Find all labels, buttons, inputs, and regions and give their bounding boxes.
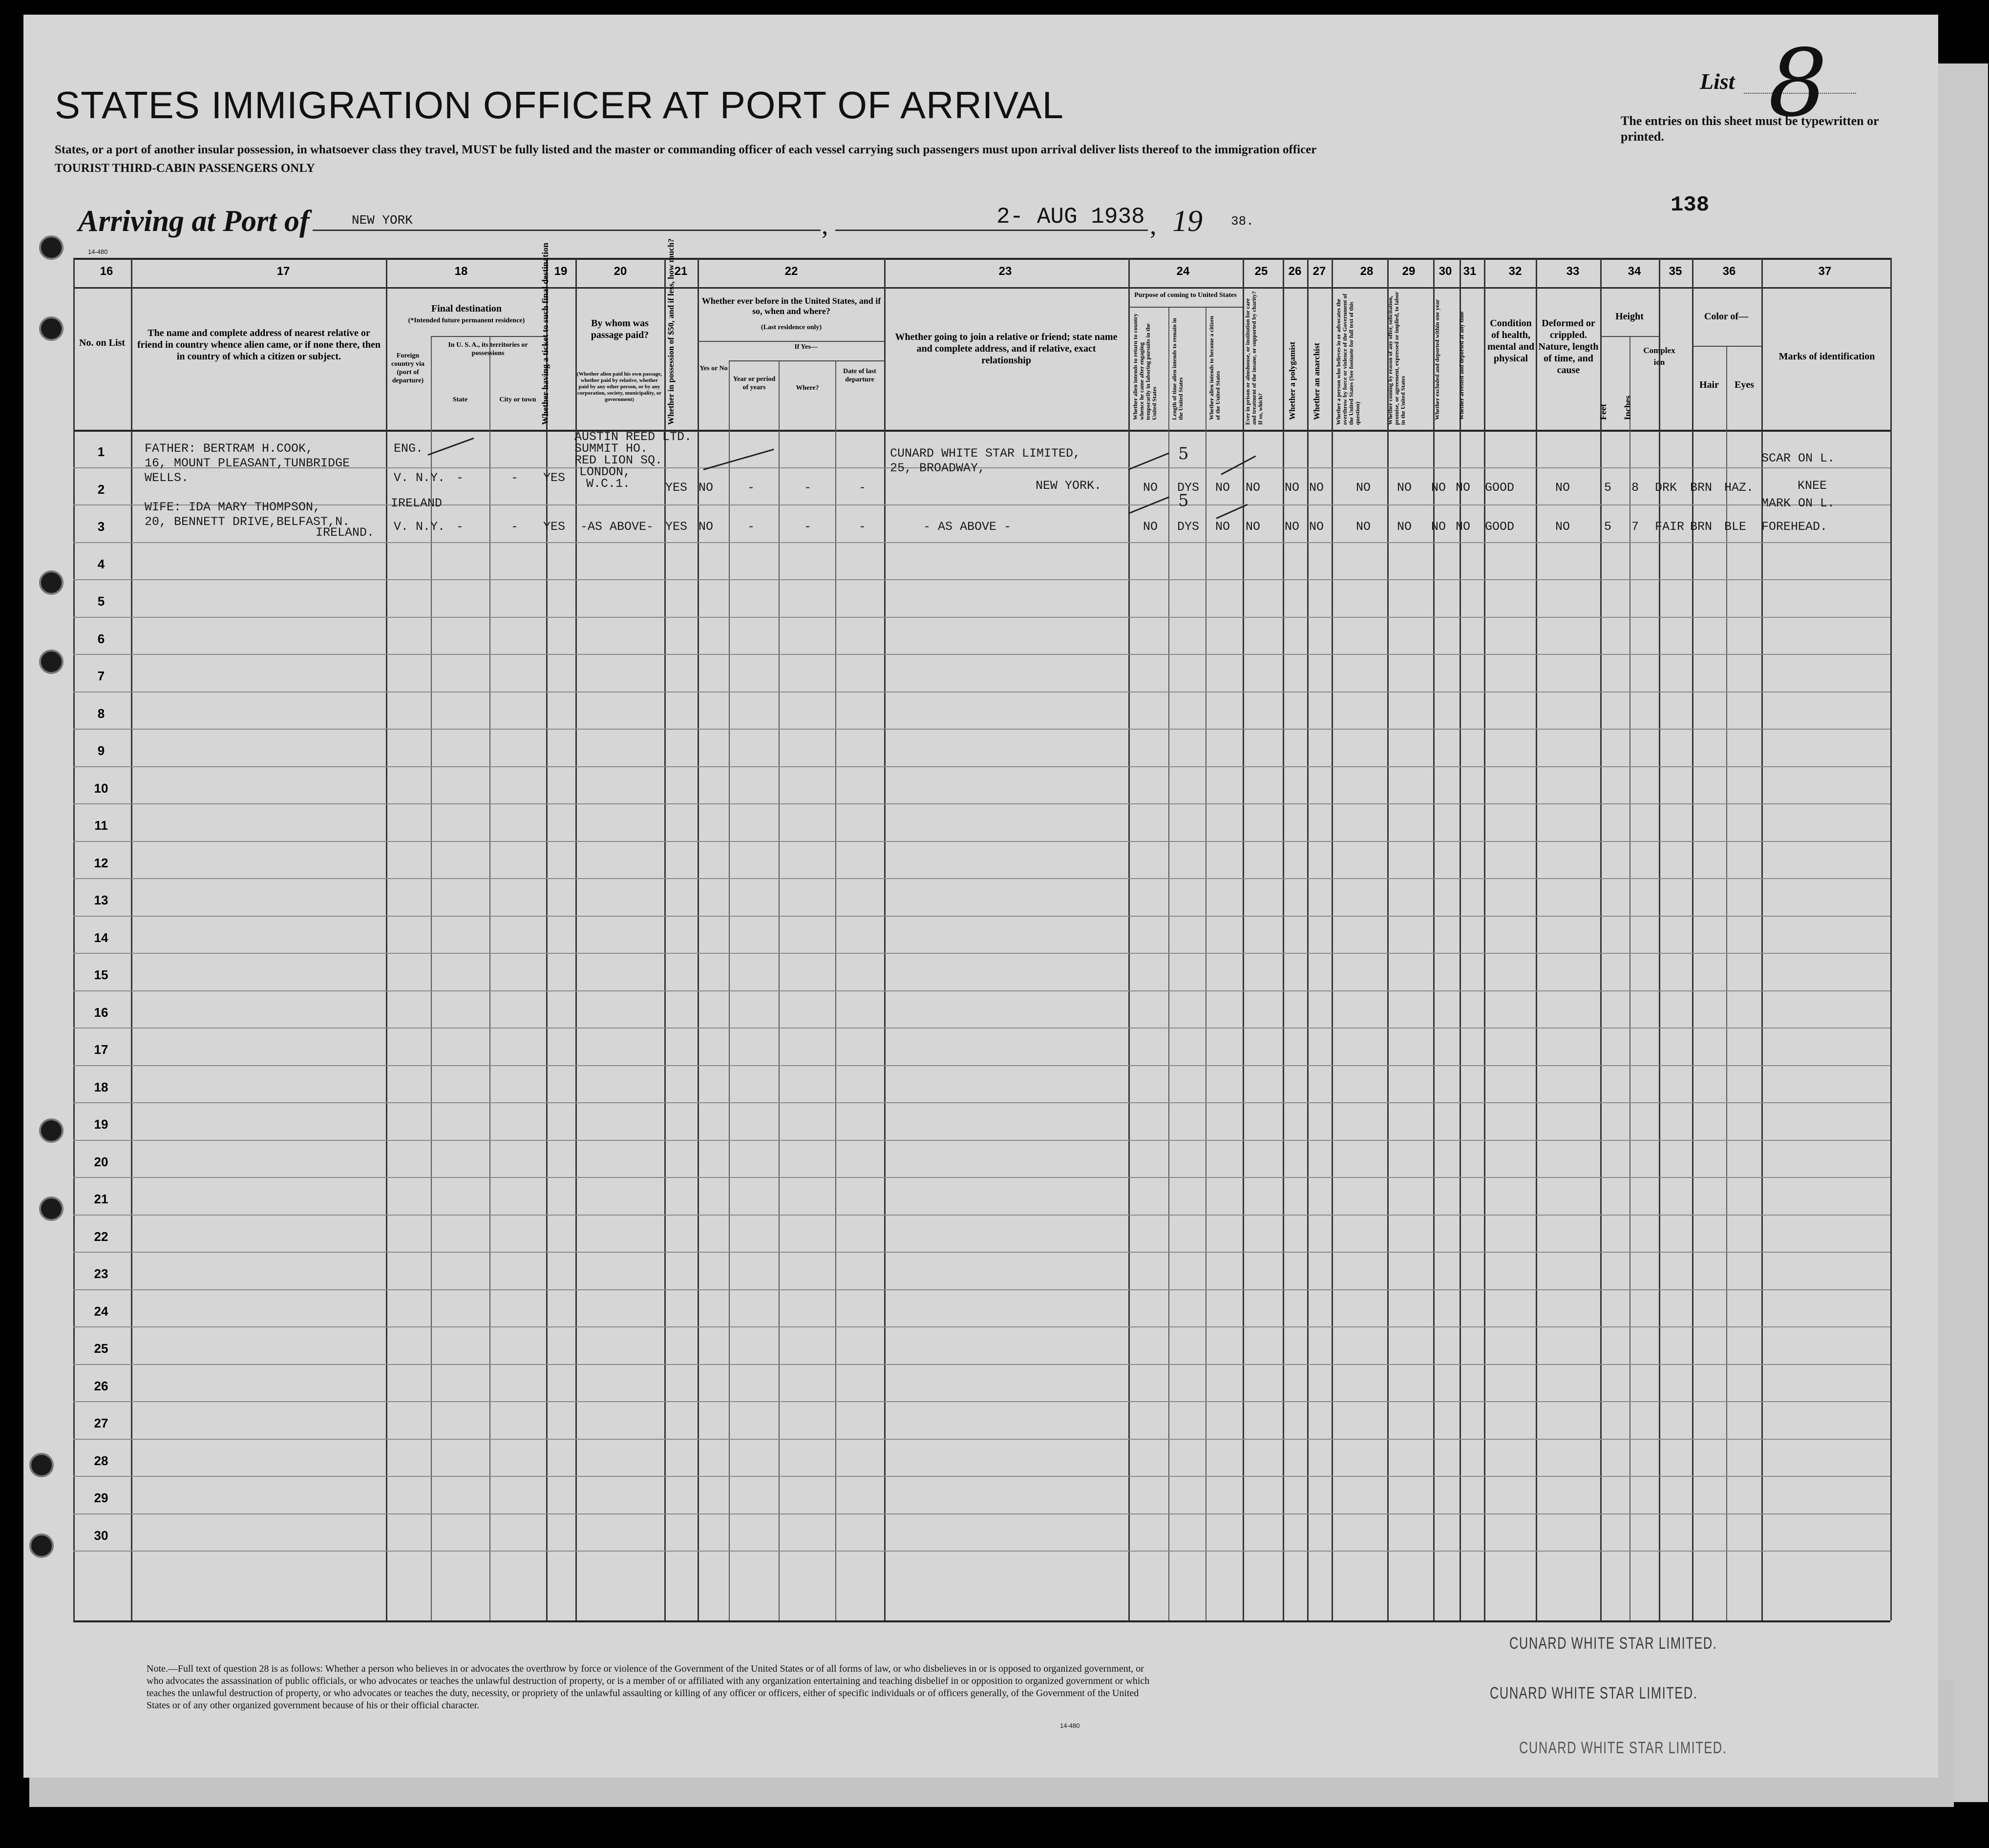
header-prison: Ever in prison or almshouse, or institution for care and treatment of the insane, or supported by charity? If so, which? [1244,291,1264,425]
relative-address: 16, MOUNT PLEASANT,TUNBRIDGE [145,456,350,470]
row-rule [73,1326,1890,1327]
polygamist: NO [1285,520,1300,534]
row-number: 10 [94,780,108,796]
relative-name: WIFE: IDA MARY THOMPSON, [145,500,321,514]
header-become-citizen: Whether alien intends to become a citizen of the United States [1208,315,1221,420]
header-question-28: Whether a person who believes in or advocates the overthrow by force or violence of the Government of the United States (See footnote for full text of this question) [1335,294,1361,425]
eyes: HAZ. [1724,481,1754,495]
row-rule [73,1215,1890,1216]
passage-paid-by: W.C.1. [586,477,631,491]
col-number: 36 [1722,265,1736,278]
header-arrested: Whether arrested and deported at any time [1458,311,1465,420]
row-rule [73,1102,1890,1103]
row-number: 19 [94,1117,108,1132]
marks: KNEE [1798,479,1827,493]
row-rule [73,1177,1890,1178]
binder-hole [39,235,63,260]
date-stamp: 2- AUG 1938 [996,204,1145,230]
col-number: 25 [1254,265,1268,278]
header-eyes: Eyes [1735,379,1754,390]
ticket: YES [543,520,566,534]
row-number: 30 [94,1528,108,1543]
height-inches: 8 [1631,481,1639,495]
header-city: City or town [499,396,536,403]
row-number: 6 [97,631,105,646]
height-inches: 7 [1631,520,1639,534]
row-number: 29 [94,1491,108,1505]
length-unit: DYS [1177,481,1200,495]
intends-return: NO [1143,481,1158,495]
row-number: 2 [97,482,105,497]
year-prefix: 19 [1172,205,1203,238]
height-feet: 5 [1604,481,1612,495]
length-number: 5 [1178,444,1189,463]
question-28: NO [1356,520,1371,534]
header-color: Color of— [1704,311,1749,322]
anarchist: NO [1309,481,1324,495]
anarchist: NO [1309,520,1324,534]
row-number: 14 [94,930,108,945]
marks: SCAR ON L. [1761,451,1835,465]
binder-hole [39,570,63,595]
passage-paid-by: -AS ABOVE- [580,520,654,534]
row-rule [73,1140,1890,1141]
row-rule [73,1551,1890,1552]
row-rule [73,729,1890,730]
header-years: Year or period of years [733,376,776,391]
col-number: 18 [454,265,468,278]
row-rule [73,579,1890,580]
row-rule [73,504,1890,505]
intro-text: States, or a port of another insular possession, in whatsoever class they travel, MUST be fully listed and the master or commanding officer of each vessel carrying such passengers must upon arrival deliver lists thereof to the immigration officer [55,143,1317,156]
col-number: 34 [1628,265,1641,278]
complexion: FAIR [1655,520,1685,534]
header-length-stay: Length of time alien intends to remain in the United States [1171,318,1184,420]
relative-address: IRELAND. [316,525,375,540]
col-number: 29 [1402,265,1416,278]
row-number: 11 [94,818,108,833]
row-number: 4 [97,556,105,571]
page-number: 138 [1671,193,1710,217]
header-passage-paid-sub: (Whether alien paid his own passage, whether paid by relative, whether paid by any other person, or by any corporation, society, municipality, or government) [577,371,662,402]
header-ticket: Whether having a ticket to such final destination [540,242,550,425]
binder-hole [29,1453,54,1477]
city: - [511,471,519,485]
header-marks: Marks of identification [1778,351,1875,362]
money: YES [665,520,688,534]
intends-return: NO [1143,520,1158,534]
port-of-departure: V. N.Y. [394,520,445,534]
money: YES [665,481,688,495]
col-number: 37 [1818,265,1832,278]
row-rule [73,878,1890,879]
marks: FOREHEAD. [1761,520,1828,534]
header-before-in-us: Whether ever before in the United States, and if so, when and where? [701,296,881,316]
hair: BRN [1690,520,1713,534]
col-number: 16 [100,265,113,278]
citizen: NO [1215,481,1230,495]
row-rule [73,1364,1890,1365]
page-title: STATES IMMIGRATION OFFICER AT PORT OF ARRIVAL [55,84,1064,126]
arriving-label: Arriving at Port of [78,205,310,238]
question-29: NO [1397,481,1412,495]
row-number: 1 [97,444,105,459]
row-number: 21 [94,1192,108,1206]
row-number: 20 [94,1154,108,1169]
row-rule [73,1513,1890,1514]
company-stamp: CUNARD WHITE STAR LIMITED. [1509,1634,1717,1653]
col-number: 33 [1566,265,1580,278]
citizen: NO [1215,520,1230,534]
binder-hole [39,1118,63,1143]
passage-paid-by: LONDON, [579,465,631,479]
row-number: 13 [94,893,108,907]
header-polygamist: Whether a polygamist [1288,341,1297,420]
row-number: 9 [97,743,105,758]
row-number: 18 [94,1079,108,1094]
header-complexion: Complexion [1643,346,1675,367]
col-number: 30 [1439,265,1452,278]
question-28: NO [1356,481,1371,495]
city: - [511,520,519,534]
col-number: 27 [1312,265,1326,278]
form-code: 14-480 [88,248,108,255]
header-feet: Feet [1598,404,1608,420]
comma: , [1150,210,1157,240]
header-date-departure: Date of last departure [843,368,876,383]
health: GOOD [1485,520,1515,534]
list-label: List [1700,69,1735,94]
foreign-country: ENG. [394,441,423,456]
row-number: 17 [94,1042,108,1057]
state: - [456,471,464,485]
row-rule [73,803,1890,804]
footer-form-code: 14-480 [1060,1722,1080,1729]
before-yes-no: NO [698,481,714,495]
binder-hole [39,650,63,674]
col-number: 31 [1463,265,1477,278]
row-rule [73,617,1890,618]
row-number: 3 [97,519,105,534]
relative-address: WELLS. [145,471,189,485]
length-number: 5 [1178,491,1189,510]
deformed: NO [1555,481,1570,495]
port-of-departure: V. N.Y. [394,471,445,485]
row-number: 8 [97,706,105,721]
col-number: 23 [998,265,1012,278]
row-number: 7 [97,669,105,683]
row-rule [73,1439,1890,1440]
header-deformed: Deformed or crippled. Nature, length of time, and cause [1538,318,1599,376]
hair: BRN [1690,481,1713,495]
row-rule [73,1252,1890,1253]
comma: , [822,210,828,240]
header-before-in-us-sub: (Last residence only) [761,324,822,331]
before-date: - [859,481,867,495]
row-rule [73,692,1890,693]
passage-paid-by: SUMMIT HO. [574,441,648,456]
entries-note: The entries on this sheet must be typewritten or printed. [1621,114,1879,144]
row-number: 15 [94,967,108,982]
row-rule [73,953,1890,954]
col-number: 19 [554,265,568,278]
row-rule [73,1476,1890,1477]
row-number: 23 [94,1266,108,1281]
deformed: NO [1555,520,1570,534]
col-number: 17 [276,265,290,278]
before-years: - [747,520,755,534]
row-number: 16 [94,1005,108,1020]
row-rule [73,916,1890,917]
passage-paid-by: RED LION SQ. [574,453,663,467]
header-passage-paid: By whom was passage paid? [591,318,649,340]
header-hair: Hair [1699,379,1719,390]
height-feet: 5 [1604,520,1612,534]
header-final-destination-sub: (*Intended future permanent residence) [408,317,525,324]
header-in-usa: In U. S. A., its territories or possessions [448,341,528,357]
before-years: - [747,481,755,495]
header-nearest-relative: The name and complete address of nearest relative or friend in country whence alien came, or if none there, then in country of which a citizen or subject. [137,328,381,362]
relative-name: FATHER: BERTRAM H.COOK, [145,441,314,456]
row-rule [73,1401,1890,1402]
ticket: YES [543,471,566,485]
col-number: 24 [1176,265,1190,278]
row-rule [73,542,1890,543]
question-30: NO [1431,520,1446,534]
prison: NO [1246,481,1261,495]
year-suffix: 38. [1231,214,1254,229]
row-number: 12 [94,855,108,870]
question-31: NO [1456,481,1471,495]
length-unit: DYS [1177,520,1200,534]
prison: NO [1246,520,1261,534]
row-rule [73,654,1890,655]
header-anarchist: Whether an anarchist [1312,342,1321,420]
col-number: 22 [784,265,798,278]
header-if-yes: If Yes— [794,343,818,351]
polygamist: NO [1285,481,1300,495]
header-excluded: Whether excluded and deported within one year [1434,299,1440,420]
state: - [456,520,464,534]
row-rule [73,1028,1890,1029]
header-state: State [452,396,468,403]
complexion: DRK [1655,481,1677,495]
before-where: - [804,481,812,495]
passage-paid-by: AUSTIN REED LTD. [574,430,692,444]
col-number: 32 [1508,265,1522,278]
before-where: - [804,520,812,534]
row-number: 24 [94,1303,108,1319]
port-value: NEW YORK [352,213,413,228]
row-number: 28 [94,1453,108,1468]
passenger-class: TOURIST THIRD-CABIN PASSENGERS ONLY [55,162,315,175]
header-where: Where? [796,384,819,392]
eyes: BLE [1724,520,1747,534]
header-inches: Inches [1623,395,1632,420]
header-yes-or-no: Yes or No [699,365,728,372]
binder-hole [39,1197,63,1221]
row-rule [73,1289,1890,1290]
header-intends-return: Whether alien intends to return to country whence he came after engaging temporarily in laboring pursuits in the United States [1132,313,1158,420]
header-join-relative: Whether going to join a relative or friend; state name and complete address, and if relative, exact relationship [895,332,1118,366]
question-29: NO [1397,520,1412,534]
join-relative: 25, BROADWAY, [890,461,986,475]
row-rule [73,1065,1890,1066]
row-number: 5 [97,594,105,609]
col-number: 35 [1669,265,1682,278]
header-foreign-country: Foreign country via (port of departure) [391,352,425,384]
company-stamp: CUNARD WHITE STAR LIMITED. [1490,1684,1698,1702]
port-line [313,230,821,231]
row-number: 22 [94,1229,108,1244]
header-height: Height [1615,311,1644,322]
header-fifty-dollars: Whether in possession of $50, and if less, how much? [666,238,676,425]
footnote: Note.—Full text of question 28 is as follows: Whether a person who believes in or advocates the overthrow by force or violence of the Government of the United States or of all forms of law, or who disbelieves in or is opposed to organized government, or who advocates the assassination of public officials, or who advocates or teaches the unlawful destruction of property, or is a member of or affiliated with any organization entertaining and teaching disbelief in or opposition to organized government or which teaches the unlawful destruction of property, or who advocates or teaches the duty, necessity, or propriety of the unlawful assaulting or killing of any officer or officers, either of specific individuals or of officers generally, of the Government of the United States or of any other organized government because of his or their official character. [147,1663,1150,1711]
join-relative: - AS ABOVE - [923,520,1012,534]
join-relative: CUNARD WHITE STAR LIMITED, [890,446,1081,461]
row-rule [73,990,1890,991]
header-final-destination: Final destination [431,303,502,314]
join-relative: NEW YORK. [1036,479,1102,493]
row-rule [73,766,1890,767]
header-labor-offer: Whether coming by reason of any offer, solicitation, promise, or agreement, expressed or implied, to labor in the United States [1387,292,1406,425]
header-list-no: No. on List [79,337,125,348]
row-rule [73,841,1890,842]
question-31: NO [1456,520,1471,534]
header-health: Condition of health, mental and physical [1487,318,1535,364]
health: GOOD [1485,481,1515,495]
col-number: 26 [1288,265,1302,278]
question-30: NO [1431,481,1446,495]
relative-address: 20, BENNETT DRIVE,BELFAST,N. [145,515,350,529]
row-number: 26 [94,1378,108,1393]
header-purpose: Purpose of coming to United States [1134,292,1237,299]
foreign-country: IRELAND [391,496,443,510]
col-number: 21 [674,265,688,278]
col-number: 28 [1360,265,1374,278]
company-stamp: CUNARD WHITE STAR LIMITED. [1519,1739,1727,1757]
row-number: 25 [94,1341,108,1356]
before-yes-no: NO [698,520,714,534]
row-number: 27 [94,1416,108,1430]
binder-hole [29,1533,54,1558]
date-line [835,230,1148,231]
binder-hole [39,316,63,341]
before-date: - [859,520,867,534]
col-number: 20 [614,265,627,278]
marks: MARK ON L. [1761,496,1835,510]
list-number: 8 [1768,29,1827,137]
